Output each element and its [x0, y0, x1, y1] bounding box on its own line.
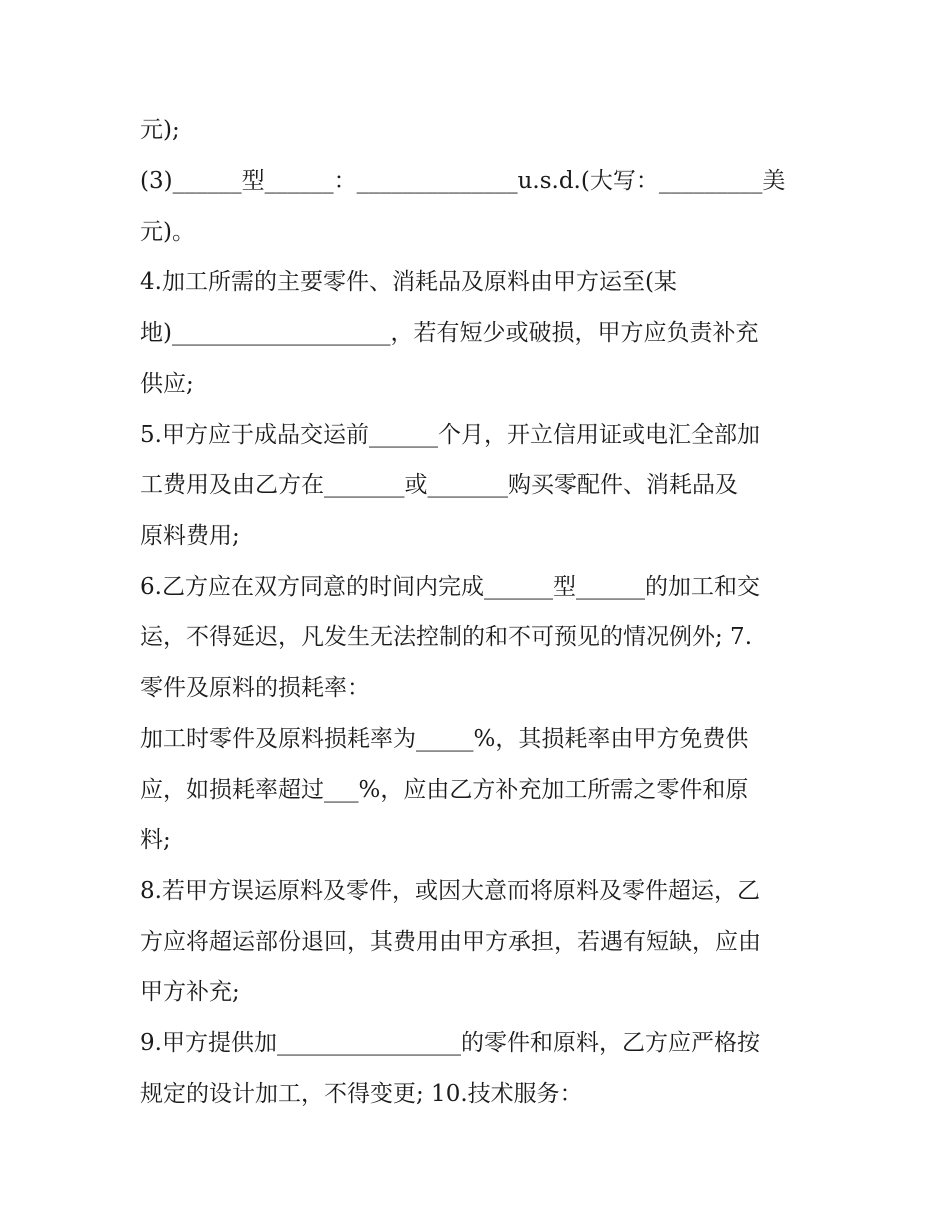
- text-line: 规定的设计加工，不得变更; 10.技术服务：: [140, 1081, 583, 1107]
- text-line: 工费用及由乙方在_______或_______购买零配件、消耗品及: [140, 472, 738, 498]
- text-line: 地)___________________，若有短少或破损，甲方应负责补充: [140, 320, 759, 346]
- text-line: 方应将超运部份退回，其费用由甲方承担，若遇有短缺，应由: [140, 929, 761, 955]
- text-line: 5.甲方应于成品交运前______个月，开立信用证或电汇全部加: [140, 422, 760, 448]
- text-line: 6.乙方应在双方同意的时间内完成______型______的加工和交: [140, 574, 760, 600]
- text-line: 零件及原料的损耗率：: [140, 675, 370, 701]
- text-line: 加工时零件及原料损耗率为_____%，其损耗率由甲方免费供: [140, 726, 749, 752]
- text-line: (3)______型______：______________u.s.d.(大写：_________美: [140, 168, 786, 194]
- text-line: 应，如损耗率超过___%，应由乙方补充加工所需之零件和原: [140, 777, 749, 803]
- text-line: 元)。: [140, 219, 195, 245]
- text-line: 4.加工所需的主要零件、消耗品及原料由甲方运至(某: [140, 269, 677, 295]
- text-line: 运，不得延迟，凡发生无法控制的和不可预见的情况例外; 7.: [140, 624, 753, 650]
- text-line: 供应;: [140, 371, 194, 397]
- text-line: 料;: [140, 827, 171, 853]
- text-line: 9.甲方提供加________________的零件和原料，乙方应严格按: [140, 1030, 760, 1056]
- text-line: 8.若甲方误运原料及零件，或因大意而将原料及零件超运，乙: [140, 878, 760, 904]
- text-line: 甲方补充;: [140, 979, 240, 1005]
- text-line: 元);: [140, 117, 180, 143]
- text-line: 原料费用;: [140, 523, 240, 549]
